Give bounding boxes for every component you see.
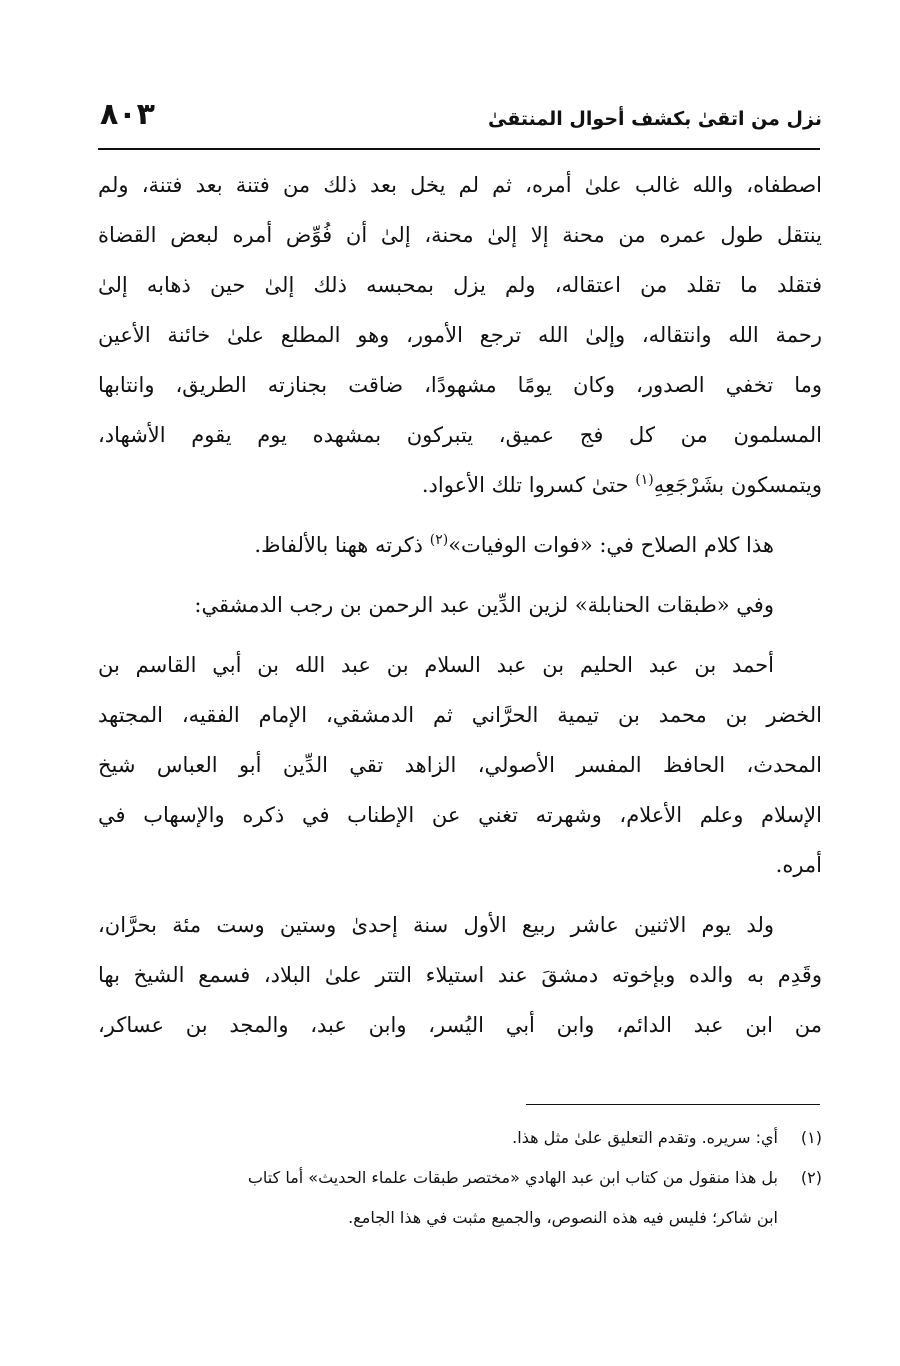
footnote-text: ابن شاكر؛ فليس فيه هذه النصوص، والجميع مثبت في هذا الجامع.	[348, 1208, 778, 1227]
text-line: وقَدِم به والده وبإخوته دمشقَ عند استيلاء التتر علىٰ البلاد، فسمع الشيخ بها	[98, 963, 822, 987]
main-text	[98, 160, 822, 1050]
text-line: أمره.	[775, 853, 822, 877]
footnote-marker: (١)	[800, 1128, 822, 1147]
text-line: ولد يوم الاثنين عاشر ربيع الأول سنة إحدىٰ وستين وست مئة بحرَّان،	[98, 913, 774, 937]
running-title: نزل من اتقىٰ بكشف أحوال المنتقىٰ	[488, 108, 822, 130]
text-line: الإسلام وعلم الأعلام، وشهرته تغني عن الإطناب في ذكره والإسهاب في	[98, 803, 822, 827]
text-fragment: ويتمسكون بشَرْجَعِهِ	[653, 473, 822, 497]
text-line: المحدث، الحافظ المفسر الأصولي، الزاهد تقي الدِّين أبو العباس شيخ	[98, 753, 822, 777]
text-line: رحمة الله وانتقاله، وإلىٰ الله ترجع الأمور، وهو المطلع علىٰ خائنة الأعين	[98, 323, 822, 347]
footnote-2	[98, 1158, 822, 1238]
text-fragment: هذا كلام الصلاح في: «فوات الوفيات»	[448, 533, 774, 557]
text-line: الخضر بن محمد بن تيمية الحرَّاني ثم الدمشقي، الإمام الفقيه، المجتهد	[98, 703, 822, 727]
footnote-ref-2[interactable]: (٢)	[429, 532, 449, 548]
text-line: وما تخفي الصدور، وكان يومًا مشهودًا، ضاقت بجنازته الطريق، وانتابها	[98, 373, 822, 397]
text-line: ينتقل طول عمره من محنة إلا إلىٰ محنة، إلىٰ أن فُوِّض أمره لبعض القضاة	[98, 223, 822, 247]
footnotes	[98, 1118, 822, 1238]
paragraph-4	[98, 640, 822, 890]
footnote-divider	[526, 1104, 820, 1105]
text-line: اصطفاه، والله غالب علىٰ أمره، ثم لم يخل بعد ذلك من فتنة بعد فتنة، ولم	[98, 173, 822, 197]
footnote-text: بل هذا منقول من كتاب ابن عبد الهادي «مختصر طبقات علماء الحديث» أما كتاب	[247, 1168, 778, 1187]
paragraph-1	[98, 160, 822, 510]
footnote-text: أي: سريره. وتقدم التعليق علىٰ مثل هذا.	[512, 1128, 778, 1147]
footnote-marker: (٢)	[800, 1168, 822, 1187]
text-fragment: ذكرته ههنا بالألفاظ.	[254, 533, 430, 557]
header-divider	[98, 148, 820, 150]
text-line	[98, 460, 822, 510]
footnote-ref-1[interactable]: (١)	[635, 472, 654, 488]
text-line	[98, 520, 822, 570]
text-line: من ابن عبد الدائم، وابن أبي اليُسر، وابن عبد، والمجد بن عساكر،	[98, 1013, 822, 1037]
page-number: ٨٠٣	[100, 97, 155, 132]
paragraph-3	[98, 580, 822, 630]
text-line: فتقلد ما تقلد من اعتقاله، ولم يزل بمحبسه ذلك إلىٰ حين ذهابه إلىٰ	[98, 273, 822, 297]
paragraph-5	[98, 900, 822, 1050]
footnote-1	[98, 1118, 822, 1158]
text-line: المسلمون من كل فج عميق، يتبركون بمشهده يوم يقوم الأشهاد،	[98, 423, 822, 447]
text-line: وفي «طبقات الحنابلة» لزين الدِّين عبد الرحمن بن رجب الدمشقي:	[194, 593, 774, 617]
paragraph-2	[98, 520, 822, 570]
text-fragment: حتىٰ كسروا تلك الأعواد.	[421, 473, 636, 497]
running-header	[98, 92, 822, 144]
text-line: أحمد بن عبد الحليم بن عبد السلام بن عبد الله بن أبي القاسم بن	[98, 653, 774, 677]
